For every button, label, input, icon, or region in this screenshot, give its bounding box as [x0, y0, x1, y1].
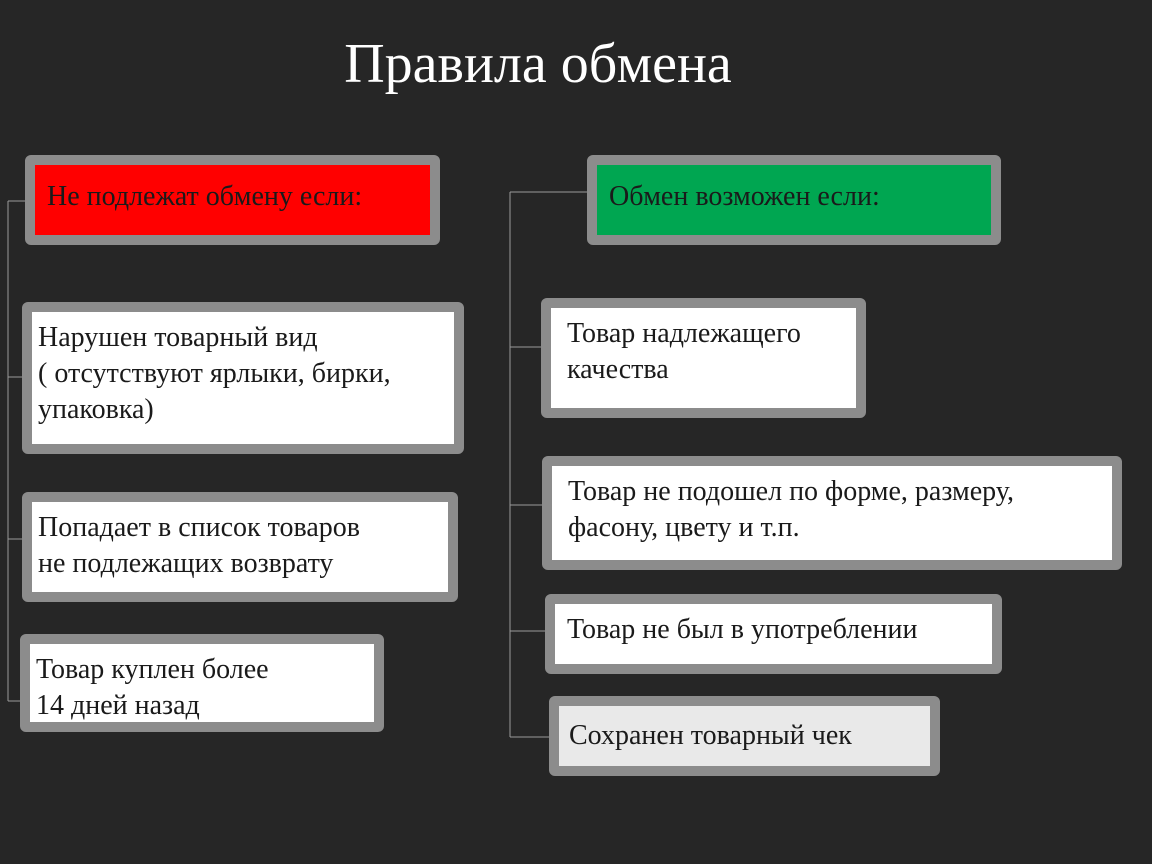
requirement-text: Товар не подошел по форме, размеру, фасону, цвету и т.п. [568, 476, 1014, 543]
requirement-box-fit [542, 456, 1122, 570]
requirement-box-receipt [549, 696, 940, 776]
requirement-text: Сохранен товарный чек [569, 720, 852, 751]
exchangeable-header-label: Обмен возможен если: [609, 181, 880, 212]
not-exchangeable-header [25, 155, 440, 245]
page-title: Правила обмена [344, 33, 732, 95]
requirement-text: Товар не был в употреблении [567, 614, 918, 645]
condition-text: Попадает в список товаров не подлежащих возврату [38, 512, 360, 579]
exchangeable-header [587, 155, 1001, 245]
condition-box-non-returnable-list [22, 492, 458, 602]
requirement-text: Товар надлежащего качества [567, 318, 801, 385]
not-exchangeable-header-label: Не подлежат обмену если: [47, 181, 363, 212]
condition-text: Товар куплен более 14 дней назад [36, 654, 269, 721]
requirement-box-unused [545, 594, 1002, 674]
condition-box-14-days [20, 634, 384, 732]
condition-text: Нарушен товарный вид ( отсутствуют ярлыки, бирки, упаковка) [38, 322, 391, 425]
condition-box-damaged [22, 302, 464, 454]
requirement-box-quality [541, 298, 866, 418]
